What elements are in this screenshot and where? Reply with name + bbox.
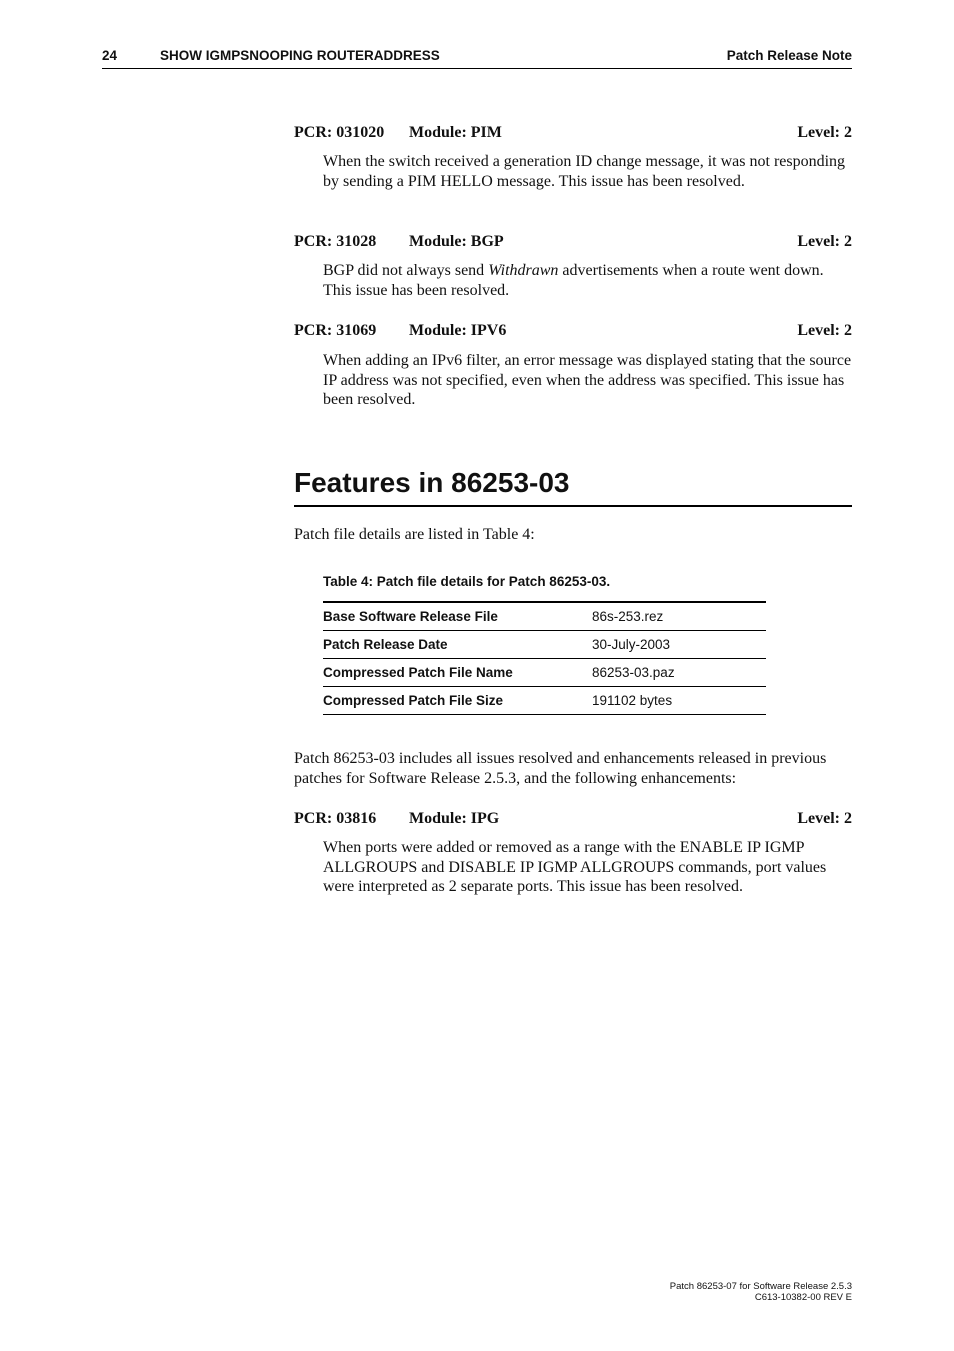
- pcr-module: Module: PIM: [409, 124, 502, 141]
- header-section-title: SHOW IGMPSNOOPING ROUTERADDRESS: [160, 48, 440, 63]
- pcr-number: PCR: 31028: [294, 233, 377, 250]
- pcr-description: When adding an IPv6 filter, an error message was displayed stating that the source IP address was not specified, even when the address was specified. This issue has been resolved.: [323, 352, 852, 408]
- table-label: Compressed Patch File Name: [323, 659, 592, 687]
- table-row: [323, 602, 766, 631]
- pcr-description: [323, 261, 853, 300]
- pcr-description: When the switch received a generation ID change message, it was not responding by sending a PIM HELLO message. This issue has been resolved.: [323, 153, 846, 190]
- pcr-number: PCR: 31069: [294, 322, 377, 339]
- table-value: 30-July-2003: [592, 631, 766, 659]
- running-header: [102, 48, 852, 69]
- table-label: Compressed Patch File Size: [323, 687, 592, 715]
- table-label: Base Software Release File: [323, 602, 592, 631]
- pcr-description-emphasis: Withdrawn: [488, 262, 559, 279]
- pcr-module: Module: BGP: [409, 233, 504, 250]
- pcr-module: Module: IPV6: [409, 322, 507, 339]
- section-title: Features in 86253-03: [294, 464, 852, 507]
- footer-line: Patch 86253-07 for Software Release 2.5.3: [669, 1281, 852, 1292]
- pcr-description-end: advertisements when a route went down. This issue has been resolved.: [323, 262, 824, 299]
- pcr-level: Level: 2: [797, 233, 852, 250]
- page-number: 24: [102, 48, 118, 63]
- table-value: 86s-253.rez: [592, 602, 766, 631]
- section-summary: Patch 86253-03 includes all issues resolved and enhancements released in previous patches for Software Release 2.5.3, and the following enhancements:: [294, 750, 827, 787]
- table-row: [323, 687, 766, 715]
- footer-line: C613-10382-00 REV E: [754, 1292, 852, 1303]
- pcr-module: Module: IPG: [409, 810, 500, 827]
- pcr-description: When ports were added or removed as a range with the ENABLE IP IGMP ALLGROUPS and DISABLE IP IGMP ALLGROUPS commands, port values were interpreted as 2 separate ports. This issue has been resolved.: [323, 839, 827, 895]
- pcr-level: Level: 2: [797, 810, 852, 827]
- table-value: 86253-03.paz: [592, 659, 766, 687]
- table-value: 191102 bytes: [592, 687, 766, 715]
- table-caption: Table 4: Patch file details for Patch 86253-03.: [323, 574, 611, 589]
- pcr-level: Level: 2: [797, 322, 852, 339]
- header-doc-title: Patch Release Note: [726, 48, 852, 63]
- table-row: [323, 631, 766, 659]
- patch-details-table: [323, 601, 766, 715]
- table-row: [323, 659, 766, 687]
- pcr-level: Level: 2: [797, 124, 852, 141]
- pcr-description-start: BGP did not always send: [323, 262, 489, 279]
- pcr-number: PCR: 031020: [294, 124, 385, 141]
- table-label: Patch Release Date: [323, 631, 592, 659]
- pcr-number: PCR: 03816: [294, 810, 377, 827]
- section-intro: Patch file details are listed in Table 4:: [294, 526, 535, 543]
- page-footer: [670, 1281, 852, 1303]
